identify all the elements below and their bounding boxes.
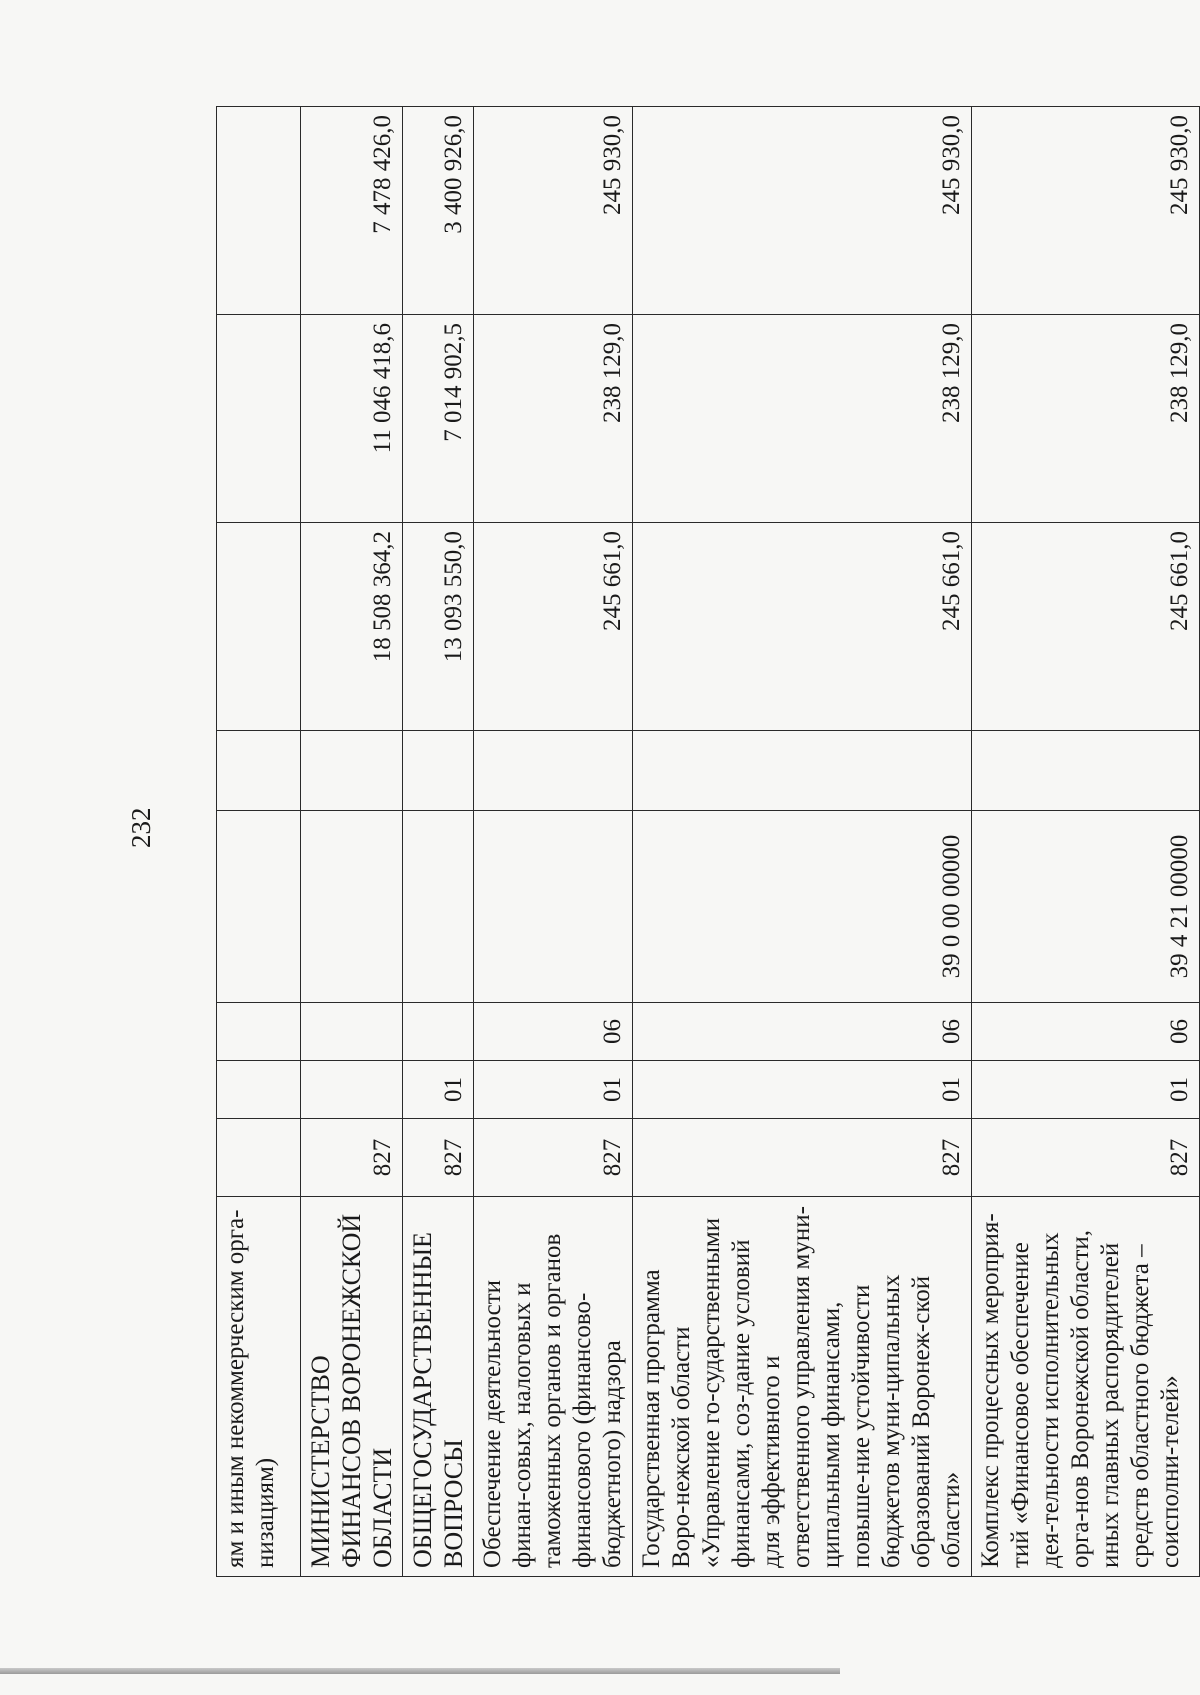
grbs-cell: 827	[474, 1119, 633, 1197]
amount-2: 238 129,0	[474, 315, 633, 523]
csr-cell: 39 4 21 00000	[972, 811, 1200, 1003]
vr-cell	[403, 731, 474, 811]
vr-cell	[217, 731, 301, 811]
amount-3	[217, 107, 301, 315]
rz-cell: 01	[633, 1061, 972, 1119]
row-name: Обеспечение деятельности финан-совых, налоговых и таможенных органов и органов финансового (финансово-бюджетного) надзора	[474, 1197, 633, 1577]
rz-cell	[217, 1061, 301, 1119]
csr-cell	[217, 811, 301, 1003]
amount-3: 245 930,0	[972, 107, 1200, 315]
grbs-cell: 827	[403, 1119, 474, 1197]
amount-1: 18 508 364,2	[301, 523, 403, 731]
row-name: ОБЩЕГОСУДАРСТВЕННЫЕ ВОПРОСЫ	[403, 1197, 474, 1577]
amount-1: 245 661,0	[972, 523, 1200, 731]
amount-2: 238 129,0	[972, 315, 1200, 523]
amount-1: 245 661,0	[633, 523, 972, 731]
pr-cell	[301, 1003, 403, 1061]
table-row	[301, 107, 403, 1577]
grbs-cell	[217, 1119, 301, 1197]
row-name: Государственная программа Воро-нежской области «Управление го-сударственными финансами, соз-дание условий для эффективного и ответственного управления муни-ципальными финансами, повыше-ние устойчивости бюджетов муни-ципальных образований Воронеж-ской области»	[633, 1197, 972, 1577]
rz-cell: 01	[474, 1061, 633, 1119]
row-name: Комплекс процессных мероприя-тий «Финансовое обеспечение дея-тельности исполнительных орга-нов Воронежской области, иных главных распорядителей средств областного бюджета – соисполни-телей»	[972, 1197, 1200, 1577]
amount-1: 13 093 550,0	[403, 523, 474, 731]
vr-cell	[633, 731, 972, 811]
amount-3: 245 930,0	[633, 107, 972, 315]
amount-3: 7 478 426,0	[301, 107, 403, 315]
csr-cell: 39 0 00 00000	[633, 811, 972, 1003]
table-row	[217, 107, 301, 1577]
grbs-cell: 827	[633, 1119, 972, 1197]
amount-2: 11 046 418,6	[301, 315, 403, 523]
table-row	[972, 107, 1200, 1577]
pr-cell: 06	[972, 1003, 1200, 1061]
pr-cell	[403, 1003, 474, 1061]
amount-2: 7 014 902,5	[403, 315, 474, 523]
row-name: ям и иным некоммерческим орга-низациям)	[217, 1197, 301, 1577]
csr-cell	[301, 811, 403, 1003]
rotated-page-content	[216, 107, 1193, 1577]
vr-cell	[474, 731, 633, 811]
rz-cell: 01	[403, 1061, 474, 1119]
scan-edge-shadow	[0, 1668, 840, 1674]
amount-3: 245 930,0	[474, 107, 633, 315]
amount-3: 3 400 926,0	[403, 107, 474, 315]
table-row	[474, 107, 633, 1577]
vr-cell	[301, 731, 403, 811]
grbs-cell: 827	[972, 1119, 1200, 1197]
grbs-cell: 827	[301, 1119, 403, 1197]
table-row	[403, 107, 474, 1577]
amount-1	[217, 523, 301, 731]
vr-cell	[972, 731, 1200, 811]
row-name: МИНИСТЕРСТВО ФИНАНСОВ ВОРОНЕЖСКОЙ ОБЛАСТИ	[301, 1197, 403, 1577]
table-row	[633, 107, 972, 1577]
amount-2	[217, 315, 301, 523]
amount-1: 245 661,0	[474, 523, 633, 731]
csr-cell	[474, 811, 633, 1003]
budget-table	[216, 106, 1200, 1577]
page-number: 232	[126, 807, 156, 848]
pr-cell: 06	[633, 1003, 972, 1061]
pr-cell	[217, 1003, 301, 1061]
rz-cell: 01	[972, 1061, 1200, 1119]
rz-cell	[301, 1061, 403, 1119]
pr-cell: 06	[474, 1003, 633, 1061]
csr-cell	[403, 811, 474, 1003]
amount-2: 238 129,0	[633, 315, 972, 523]
